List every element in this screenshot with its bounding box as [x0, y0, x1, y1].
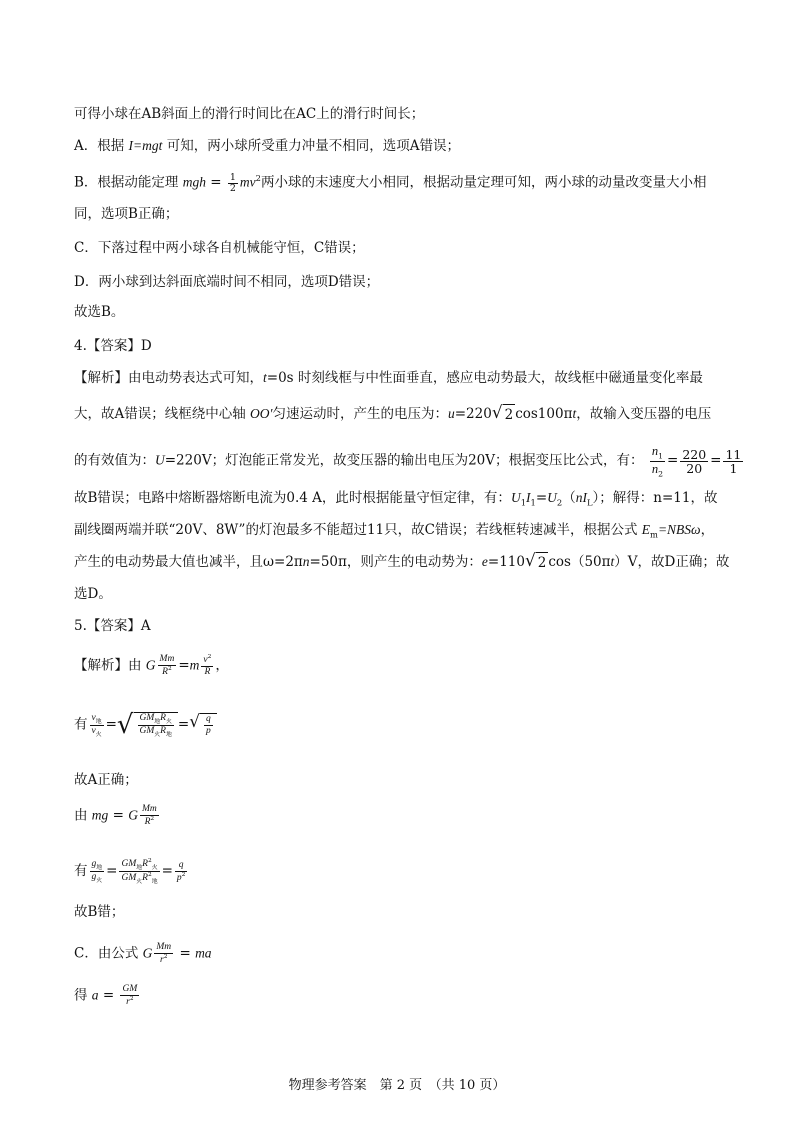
- text: D．两小球到达斜面底端时间不相同，选项D错误；: [74, 274, 380, 290]
- fraction: $\frac{v_地}{v_火}$: [91, 712, 102, 738]
- formula: mv: [239, 174, 256, 190]
- fraction: $\frac{GM}{r^2}$: [122, 984, 138, 1008]
- text: =: [205, 174, 226, 191]
- text-line: 的有效值为：U=220V；灯泡能正常发光，故变压器的输出电压为20V；根据变压比公式，有： $\frac{n_1}{n_2}$ = $\frac{220}{20}$ = $\frac{11}{1}$: [74, 444, 742, 479]
- text: 可知，两小球所受重力冲量不相同，选项A错误；: [162, 138, 460, 154]
- text: A．根据: [74, 138, 129, 154]
- text-line: 得 a = $\frac{GM}{r^2}$: [74, 984, 138, 1008]
- page-footer: 物理参考答案 第 2 页 （共 10 页）: [288, 1078, 506, 1093]
- text-line: 大，故A错误；线框绕中心轴 OO′匀速运动时，产生的电压为：u=220 √ 2 cos100πt，故输入变压器的电压: [74, 402, 712, 423]
- text: B．根据动能定理: [74, 174, 183, 191]
- answer-heading: [74, 336, 152, 356]
- fraction: $\frac{g_地}{g_火}$: [91, 859, 103, 885]
- text-line: B．根据动能定理 mgh = $\frac{1}{2}$ $mv^2$两小球的末速度大小相同，根据动量定理可知，两小球的动量改变量大小相: [74, 171, 707, 194]
- fraction: $\frac{11}{1}$: [725, 446, 742, 476]
- text: C．下落过程中两小球各自机械能守恒，C错误；: [74, 240, 365, 256]
- text-line: [74, 204, 178, 224]
- sqrt: √ 2: [491, 402, 514, 423]
- fraction: $\frac{1}{2}$: [229, 171, 236, 194]
- text-line: 故A正确；: [74, 772, 138, 788]
- text-line: 选D。: [74, 586, 112, 602]
- text-line: 故B错；: [74, 904, 125, 920]
- fraction: $\frac{Mm}{R^2}$: [141, 804, 157, 828]
- text-line: 【解析】由 G $\frac{Mm}{R^2}$ =m $\frac{v^2}{R}$ ，: [74, 654, 229, 678]
- text-line: 有 $\frac{v_地}{v_火}$ = √ $\frac{GM_地R_火}{GM_火R_地}$ = √ $\frac{q}{p}$: [74, 712, 217, 738]
- fraction: $\frac{GM_地R_火}{GM_火R_地}$: [139, 713, 172, 738]
- text-line: [74, 238, 365, 258]
- fraction: $\frac{220}{20}$: [682, 446, 707, 476]
- text: 故选B。: [74, 304, 125, 320]
- text-line: C．由公式 G $\frac{Mm}{r^2}$ = ma: [74, 942, 212, 966]
- answer-heading: 5.【答案】A: [74, 618, 151, 634]
- text-line: 故B错误；电路中熔断器熔断电流为0.4 A，此时根据能量守恒定律，有：$U_1I_1=U_2(nI_L)$；解得：n=11，故: [74, 490, 718, 508]
- text: 可得小球在AB斜面上的滑行时间比在AC上的滑行时间长；: [74, 106, 425, 122]
- text-line: 有 $\frac{g_地}{g_火}$ = $\frac{GM_地R^2_火}{GM_火R^2_地}$ = $\frac{q}{p^2}$: [74, 858, 186, 886]
- fraction: $\frac{Mm}{r^2}$: [156, 942, 172, 966]
- text: 4.【答案】D: [74, 338, 152, 354]
- text-line: 由 mg = G $\frac{Mm}{R^2}$: [74, 804, 157, 828]
- text: 同，选项B正确；: [74, 206, 179, 222]
- text-line: 产生的电动势最大值也减半，且ω=2πn=50π，则产生的电动势为：e=110 √ 2 cos（50πt）V，故D正确；故: [74, 550, 730, 571]
- sqrt: √ $\frac{q}{p}$: [189, 713, 217, 737]
- text-line: [74, 136, 460, 156]
- formula: I=mgt: [128, 138, 163, 153]
- sqrt: √ 2: [525, 550, 547, 571]
- text-line: 副线圈两端并联“20V、8W”的灯泡最多不能超过11只，故C错误；若线框转速减半，根据公式 $E_m=NBS\omega$，: [74, 522, 715, 540]
- fraction: $\frac{n_1}{n_2}$: [651, 444, 663, 479]
- sqrt: √ $\frac{GM_地R_火}{GM_火R_地}$: [117, 712, 178, 738]
- formula: mgh: [182, 174, 206, 190]
- text-line: 【解析】由电动势表达式可知，t=0s 时刻线框与中性面垂直，感应电动势最大，故线框中磁通量变化率最: [74, 370, 703, 386]
- fraction: $\frac{q}{p^2}$: [176, 859, 186, 883]
- fraction: $\frac{Mm}{R^2}$: [159, 654, 175, 678]
- fraction: $\frac{GM_地R^2_火}{GM_火R^2_地}$: [121, 858, 158, 886]
- text: 两小球的末速度大小相同，根据动量定理可知，两小球的动量改变量大小相: [261, 174, 707, 191]
- text-line: [74, 302, 124, 322]
- fraction: $\frac{v^2}{R}$: [203, 654, 212, 678]
- text-line: [74, 104, 424, 124]
- text-line: [74, 272, 379, 292]
- fraction: $\frac{q}{p}$: [205, 714, 211, 737]
